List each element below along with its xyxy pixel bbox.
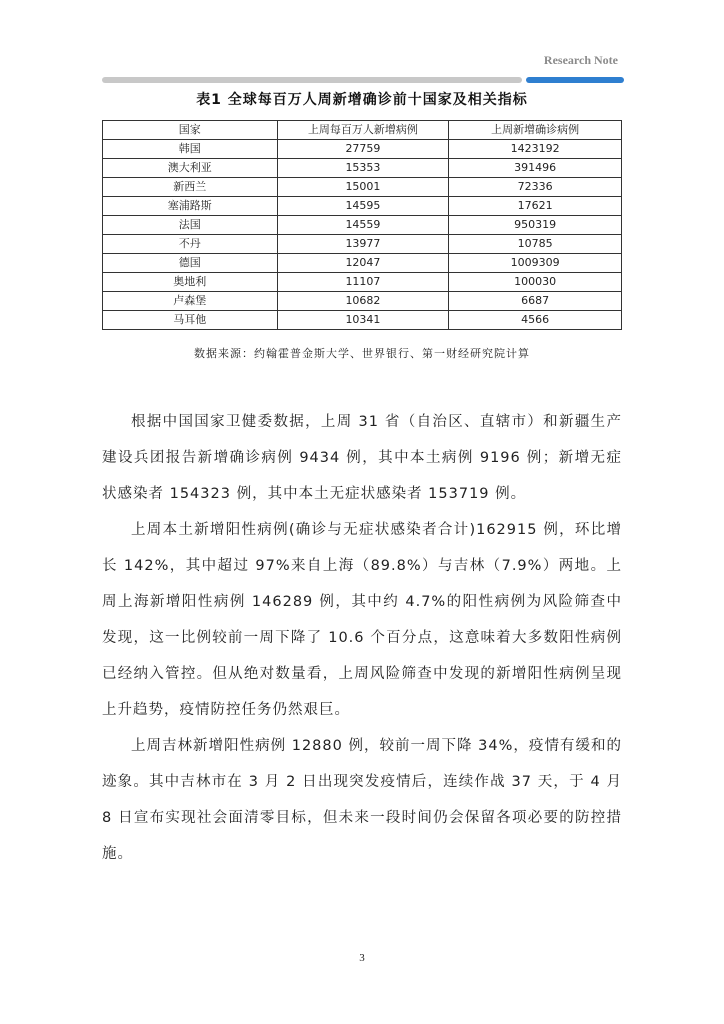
table-header-cell: 国家 <box>103 121 278 140</box>
table-cell: 澳大利亚 <box>103 159 278 178</box>
table-row <box>103 292 622 311</box>
body-text <box>102 404 622 872</box>
table-row <box>103 178 622 197</box>
table-cell: 12047 <box>277 254 449 273</box>
paragraph: 上周本土新增阳性病例(确诊与无症状感染者合计)162915 例，环比增长 142%，其中超过 97%来自上海（89.8%）与吉林（7.9%）两地。上周上海新增阳性病例 146289 例，其中约 4.7%的阳性病例为风险筛查中发现，这一比例较前一周下降了 10.6 个百分点，这意味着大多数阳性病例已经纳入管控。但从绝对数量看，上周风险筛查中发现的新增阳性病例呈现上升趋势，疫情防控任务仍然艰巨。 <box>102 522 622 718</box>
table-cell: 17621 <box>449 197 622 216</box>
table-cell: 10682 <box>277 292 449 311</box>
table-cell: 72336 <box>449 178 622 197</box>
table-cell: 塞浦路斯 <box>103 197 278 216</box>
table-cell: 13977 <box>277 235 449 254</box>
table-cell: 10341 <box>277 311 449 330</box>
table-cell: 1423192 <box>449 140 622 159</box>
table-cell: 10785 <box>449 235 622 254</box>
table-cell: 14595 <box>277 197 449 216</box>
paragraph: 上周吉林新增阳性病例 12880 例，较前一周下降 34%，疫情有缓和的迹象。其中吉林市在 3 月 2 日出现突发疫情后，连续作战 37 天，于 4 月 8 日宣布实现社会面清零目标，但未来一段时间仍会保留各项必要的防控措施。 <box>102 738 622 862</box>
table-row <box>103 140 622 159</box>
table-cell: 新西兰 <box>103 178 278 197</box>
paragraph: 根据中国国家卫健委数据，上周 31 省（自治区、直辖市）和新疆生产建设兵团报告新增确诊病例 9434 例，其中本土病例 9196 例；新增无症状感染者 154323 例，其中本土无症状感染者 153719 例。 <box>102 414 622 502</box>
table-cell: 马耳他 <box>103 311 278 330</box>
table-cell: 950319 <box>449 216 622 235</box>
table-source-note: 数据来源：约翰霍普金斯大学、世界银行、第一财经研究院计算 <box>194 347 530 360</box>
header-divider <box>102 77 622 83</box>
table-title: 表1 全球每百万人周新增确诊前十国家及相关指标 <box>196 92 528 108</box>
data-table <box>102 120 622 330</box>
table-cell: 11107 <box>277 273 449 292</box>
table-row <box>103 311 622 330</box>
table-cell: 27759 <box>277 140 449 159</box>
table-cell: 4566 <box>449 311 622 330</box>
table-cell: 100030 <box>449 273 622 292</box>
table-row <box>103 273 622 292</box>
header-note: Research Note <box>543 53 618 67</box>
table-cell: 391496 <box>449 159 622 178</box>
table-cell: 奥地利 <box>103 273 278 292</box>
page-number: 3 <box>359 952 365 964</box>
table-cell: 15353 <box>277 159 449 178</box>
table-cell: 15001 <box>277 178 449 197</box>
table-cell: 6687 <box>449 292 622 311</box>
table-cell: 1009309 <box>449 254 622 273</box>
table-cell: 法国 <box>103 216 278 235</box>
table-row <box>103 216 622 235</box>
header-divider-gray <box>102 77 522 83</box>
table-cell: 不丹 <box>103 235 278 254</box>
header-divider-accent <box>526 77 624 83</box>
table-row <box>103 197 622 216</box>
table-cell: 德国 <box>103 254 278 273</box>
table-cell: 韩国 <box>103 140 278 159</box>
table-header-cell: 上周新增确诊病例 <box>449 121 622 140</box>
table-row <box>103 254 622 273</box>
table-header-row <box>103 121 622 140</box>
table-row <box>103 235 622 254</box>
table-cell: 14559 <box>277 216 449 235</box>
table-cell: 卢森堡 <box>103 292 278 311</box>
table-header-cell: 上周每百万人新增病例 <box>277 121 449 140</box>
table-row <box>103 159 622 178</box>
